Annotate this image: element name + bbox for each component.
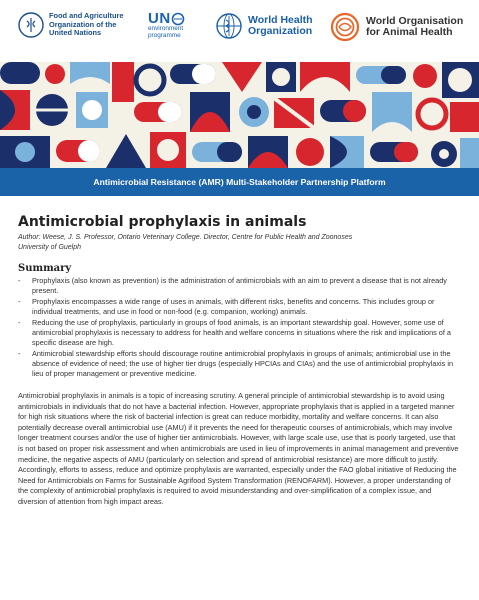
who-logo: [215, 12, 313, 40]
fao-emblem-icon: [18, 12, 44, 38]
summary-item: - Reducing the use of prophylaxis, particularly in groups of food animals, is an important stewardship goal. However, some use of antimicrobial prophylaxis is necessary to address for health and welfare concerns in situations where the risk and implications of a specific disease are high.: [18, 318, 451, 347]
partner-logos: [0, 0, 479, 62]
unep-line2: programme: [148, 31, 181, 39]
woah-logo: [330, 12, 463, 42]
document-content: [18, 214, 460, 508]
author-line1: Author: Weese, J. S. Professor, Ontario Veterinary College. Director, Centre for Public Health and Zoonoses: [18, 234, 353, 241]
author-info: [18, 233, 460, 253]
pattern-illustration: [0, 62, 479, 168]
fao-logo: [18, 12, 123, 38]
summary-list: [18, 276, 460, 379]
document-title: Antimicrobial prophylaxis in animals: [18, 214, 307, 230]
fao-line2: Organization of the: [49, 19, 117, 29]
author-line2: University of Guelph: [18, 244, 82, 251]
summary-item-text: Reducing the use of prophylaxis, particularly in groups of food animals, is an important stewardship goal. However, some use of antimicrobial prophylaxis is necessary to address for health and welfare concerns in situations where the risk and implications of a specific disease are high.: [32, 318, 451, 347]
fao-line1: Food and Agriculture: [49, 11, 124, 21]
decorative-pattern-banner: [0, 62, 479, 168]
platform-title: Antimicrobial Resistance (AMR) Multi-Stakeholder Partnership Platform: [93, 177, 386, 187]
platform-title-bar: [0, 168, 479, 196]
summary-item-text: Prophylaxis encompasses a wide range of uses in animals, with different risks, benefits and concerns. This includes group or individual treatments, and use in food or non-food (e.g. companion, working) animals.: [32, 297, 435, 316]
body-paragraph: Antimicrobial prophylaxis in animals is a topic of increasing scrutiny. A general principle of antimicrobial stewardship is to avoid using antimicrobials in individuals that do not have a bacterial infection. However, appropriate prophylaxis that is applied in a targeted manner for high risk situations where the risk of bacterial infection is great can reduce morbidity, mortality and welfare concerns. It can also potentially decrease overall antimicrobial use (AMU) if it prevents the need for therapeutic courses of antimicrobials, which may involve longer treatment courses and/or the use of higher tier antimicrobials. However, with large scale use, use that is poorly targeted, use that is not based on proper risk assessment and when antimicrobials are used in lieu of improvements in animal management and preventive medicine, the negative aspects of AMU (particularly on selection and spread of antimicrobial resistance) are more difficult to justify. Accordingly, efforts to assess, reduce and optimize prophylaxis are warranted, especially under the FAO global initiative of Reducing the Need for Antimicrobials on Farms for Sustainable Agrifood System Transformation (RENOFARM). However, a proper understanding of the complexity of antimicrobial prophylaxis is required to avoid misunderstanding and over-simplification of a complex issue, and diversion of attention from high impact areas.: [18, 391, 459, 506]
who-line2: Organization: [248, 25, 313, 37]
summary-item: - Prophylaxis (also known as prevention) is the administration of antimicrobials with an aim to prevent a disease that is not already present.: [18, 276, 447, 295]
who-emblem-icon: [215, 12, 243, 40]
summary-item-text: Antimicrobial stewardship efforts should discourage routine antimicrobial prophylaxis in groups of animals; antimicrobial use in the absence of evidence of need; the use of higher tier drugs (especially HPCIAs and CIAs) and the use of antimicrobial prophylaxis in lieu of proper management or preventive medicine.: [32, 349, 454, 378]
who-line1: World Health: [248, 14, 313, 26]
summary-item: - Antimicrobial stewardship efforts should discourage routine antimicrobial prophylaxis in groups of animals; antimicrobial use in the absence of evidence of need; the use of higher tier drugs (especially HPCIAs and CIAs) and the use of antimicrobial prophylaxis in lieu of proper management or preventive medicine.: [18, 349, 454, 378]
unep-line1: environment: [148, 25, 184, 32]
unep-globe-icon: [171, 12, 185, 26]
unep-un-text: UN: [148, 10, 171, 27]
woah-line2: for Animal Health: [366, 26, 453, 38]
fao-line3: United Nations: [49, 28, 102, 38]
summary-item-text: Prophylaxis (also known as prevention) is the administration of antimicrobials with an aim to prevent a disease that is not already present.: [32, 276, 447, 295]
summary-item: - Prophylaxis encompasses a wide range of uses in animals, with different risks, benefits and concerns. This includes group or individual treatments, and use in food or non-food (e.g. companion, working) animals.: [18, 297, 435, 316]
woah-emblem-icon: [330, 12, 360, 42]
unep-logo: [148, 12, 185, 40]
summary-heading: Summary: [18, 263, 72, 274]
woah-line1: World Organisation: [366, 14, 464, 27]
